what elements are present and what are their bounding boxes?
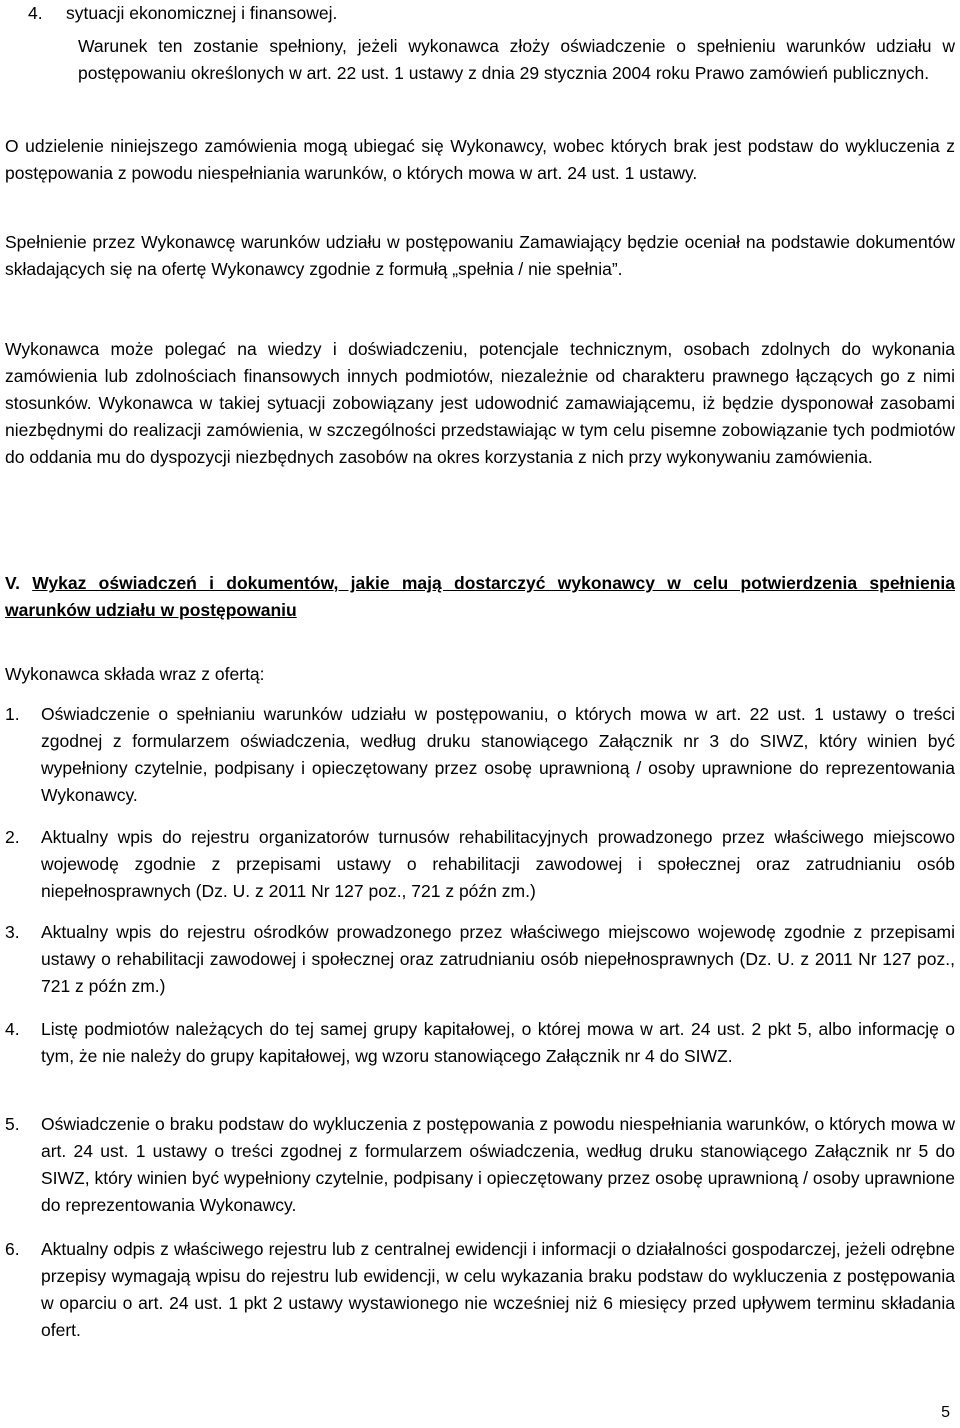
list-item-text: Oświadczenie o spełnianiu warunków udziału w postępowaniu, o których mowa w art. 22 ust. 1 ustawy o treści zgodnej z formularzem oświadczenia, według druku stanowiącego Załącznik nr 3 do SIWZ, który winien być wypełniony czytelnie, podpisany i opieczętowany przez osobę uprawnioną / osoby uprawnione do reprezentowania Wykonawcy. bbox=[41, 704, 955, 805]
list-item-text: Aktualny wpis do rejestru ośrodków prowadzonego przez właściwego miejscowo wojewodę zgodnie z przepisami ustawy o rehabilitacji zawodowej i społecznej oraz zatrudnianiu osób niepełnosprawnych (Dz. U. z 2011 Nr 127 poz., 721 z późn zm.) bbox=[41, 922, 955, 996]
section-number: V. bbox=[5, 573, 20, 593]
list-item-text: Aktualny wpis do rejestru organizatorów turnusów rehabilitacyjnych prowadzonego przez właściwego miejscowo wojewodę zgodnie z przepisami ustawy o rehabilitacji zawodowej i społecznej oraz zatrudnianiu osób niepełnosprawnych (Dz. U. z 2011 Nr 127 poz., 721 z późn zm.) bbox=[41, 827, 955, 901]
list-item-number: 5. bbox=[5, 1114, 20, 1134]
paragraph-udzielenie: O udzielenie niniejszego zamówienia mogą ubiegać się Wykonawcy, wobec których brak jest podstaw do wykluczenia z postępowania z powodu niespełniania warunków, o których mowa w art. 24 ust. 1 ustawy. bbox=[5, 136, 955, 183]
section-title: Wykaz oświadczeń i dokumentów, jakie mają dostarczyć wykonawcy w celu potwierdzenia spełnienia warunków udziału w postępowaniu bbox=[5, 573, 955, 620]
paragraph-polegac: Wykonawca może polegać na wiedzy i doświadczeniu, potencjale technicznym, osobach zdolnych do wykonania zamówienia lub zdolnościach finansowych innych podmiotów, niezależnie od charakteru prawnego łączących go z nimi stosunków. Wykonawca w takiej sytuacji zobowiązany jest udowodnić zamawiającemu, iż będzie dysponował zasobami niezbędnymi do realizacji zamówienia, w szczególności przedstawiając w tym celu pisemne zobowiązanie tych podmiotów do oddania mu do dyspozycji niezbędnych zasobów na okres korzystania z nich przy wykonywaniu zamówienia. bbox=[5, 339, 955, 467]
page-number: 5 bbox=[941, 1404, 950, 1421]
list-item-text: Oświadczenie o braku podstaw do wykluczenia z postępowania z powodu niespełniania warunków, o których mowa w art. 24 ust. 1 ustawy o treści zgodnej z formularzem oświadczenia, według druku stanowiącego Załącznik nr 5 do SIWZ, który winien być wypełniony czytelnie, podpisany i opieczętowany przez osobę uprawnioną / osoby uprawnione do reprezentowania Wykonawcy. bbox=[41, 1114, 955, 1215]
list-item-text: sytuacji ekonomicznej i finansowej. bbox=[66, 3, 338, 23]
list-item-number: 3. bbox=[5, 922, 20, 942]
list-item-number: 1. bbox=[5, 704, 20, 724]
list-item-number: 2. bbox=[5, 827, 20, 847]
section-heading bbox=[5, 570, 955, 624]
list-item-number: 4. bbox=[5, 1019, 20, 1039]
list-item-number: 6. bbox=[5, 1239, 20, 1259]
list-item-number: 4. bbox=[28, 3, 43, 23]
list-item-text: Listę podmiotów należących do tej samej grupy kapitałowej, o której mowa w art. 24 ust. 2 pkt 5, albo informację o tym, że nie należy do grupy kapitałowej, wg wzoru stanowiącego Załącznik nr 4 do SIWZ. bbox=[41, 1019, 955, 1066]
paragraph-warunek: Warunek ten zostanie spełniony, jeżeli wykonawca złoży oświadczenie o spełnieniu warunków udziału w postępowaniu określonych w art. 22 ust. 1 ustawy z dnia 29 stycznia 2004 roku Prawo zamówień publicznych. bbox=[78, 36, 955, 83]
intro-text: Wykonawca składa wraz z ofertą: bbox=[5, 664, 265, 684]
list-item-text: Aktualny odpis z właściwego rejestru lub z centralnej ewidencji i informacji o działalności gospodarczej, jeżeli odrębne przepisy wymagają wpisu do rejestru lub ewidencji, w celu wykazania braku podstaw do wykluczenia z postępowania w oparciu o art. 24 ust. 1 pkt 2 ustawy wystawionego nie wcześniej niż 6 miesięcy przed upływem terminu składania ofert. bbox=[41, 1239, 955, 1340]
paragraph-spelnienie: Spełnienie przez Wykonawcę warunków udziału w postępowaniu Zamawiający będzie oceniał na podstawie dokumentów składających się na ofertę Wykonawcy zgodnie z formułą „spełnia / nie spełnia”. bbox=[5, 232, 955, 279]
